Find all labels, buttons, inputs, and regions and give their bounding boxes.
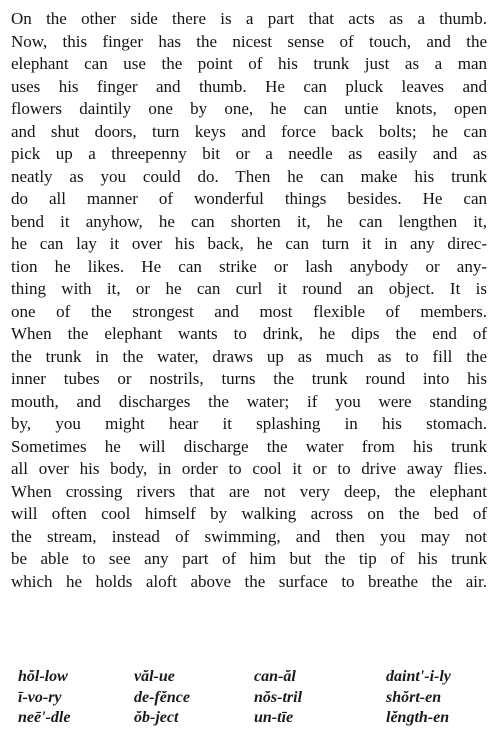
text-line: inner tubes or nostrils, turns the trunk round into his [11, 369, 487, 388]
text-line: thing with it, or he can curl it round an object. It is [11, 279, 487, 298]
vocabulary-word: shŏrt-en [386, 688, 442, 706]
text-line: which he holds aloft above the surface to breathe the air. [11, 571, 487, 591]
text-line: Now, this finger has the nicest sense of touch, and the [11, 31, 487, 51]
vocabulary-word: lĕngth-en [386, 709, 450, 726]
text-line: be able to see any part of him but the tip of his trunk [11, 549, 487, 568]
vocabulary-word: văl-ue [134, 668, 175, 685]
text-line: will often cool himself by walking across on the bed of [11, 504, 487, 523]
text-line: tion he likes. He can strike or lash anybody or any- [11, 256, 487, 276]
text-line: On the other side there is a part that acts as a thumb. [11, 9, 487, 28]
text-line: and shut doors, turn keys and force back bolts; he can [11, 121, 487, 141]
vocabulary-word: daint'-i-ly [386, 668, 451, 685]
vocabulary-word: hŏl-low [18, 668, 68, 685]
text-line: the stream, instead of swimming, and then you may not [11, 526, 487, 546]
vocabulary-word: neē'-dle [18, 709, 71, 726]
text-line: he can lay it over his back, he can turn it in any direc- [11, 234, 487, 253]
vocabulary-word: un-tīe [254, 709, 294, 726]
text-line: one of the strongest and most flexible of members. [11, 301, 487, 321]
text-line: flowers daintily one by one, he can untie knots, open [11, 99, 487, 118]
vocabulary-word: can-ăl [254, 668, 296, 685]
text-line: do all manner of wonderful things besides. He can [11, 189, 487, 208]
text-line: uses his finger and thumb. He can pluck leaves and [11, 76, 487, 96]
vocabulary-word: nŏs-tril [254, 688, 303, 706]
vocabulary-word: de-fĕnce [134, 688, 190, 706]
text-line: the trunk in the water, draws up as much as to fill the [11, 346, 487, 366]
text-line: When crossing rivers that are not very deep, the elephant [11, 481, 487, 501]
text-line: Sometimes he will discharge the water from his trunk [11, 436, 487, 456]
text-line: mouth, and discharges the water; if you were standing [11, 391, 487, 411]
body-paragraph [11, 8, 487, 593]
text-line: neatly as you could do. Then he can make his trunk [11, 166, 487, 186]
vocabulary-list [18, 667, 482, 729]
text-line: by, you might hear it splashing in his stomach. [11, 414, 487, 433]
text-line: pick up a threepenny bit or a needle as easily and as [11, 144, 487, 163]
text-line: bend it anyhow, he can shorten it, he can lengthen it, [11, 211, 487, 231]
text-line: When the elephant wants to drink, he dips the end of [11, 324, 487, 343]
text-line: all over his body, in order to cool it or to drive away flies. [11, 459, 487, 478]
vocabulary-word: ŏb-ject [134, 709, 179, 726]
text-line: elephant can use the point of his trunk just as a man [11, 54, 487, 73]
vocabulary-word: ī-vo-ry [18, 688, 62, 706]
